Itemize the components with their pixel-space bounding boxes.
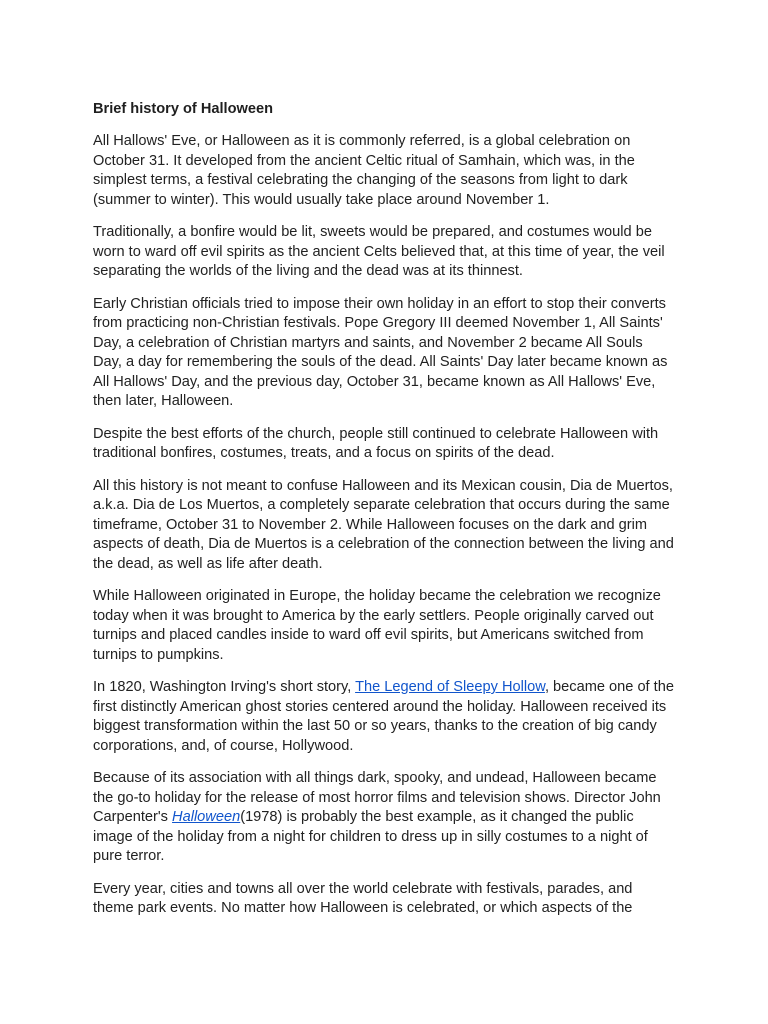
carpenter-text-before: Because of its association with all things dark, spooky, and undead, Halloween became the go-to holiday for the release of most horror films and television shows. Director John Carpenter's xyxy=(93,770,661,825)
carpenter-text-after: (1978) is probably the best example, as it changed the public image of the holiday from a night for children to dress up in silly costumes to a night of pure terror. xyxy=(93,809,648,864)
sleepy-hollow-text-after: , became one of the first distinctly American ghost stories centered around the holiday. Halloween received its biggest transformation within the last 50 or so years, thanks to the creation of big candy corporations, and, of course, Hollywood. xyxy=(93,679,674,754)
paragraph-america: While Halloween originated in Europe, the holiday became the celebration we recognize today when it was brought to America by the early settlers. People originally carved out turnips and placed candles inside to ward off evil spirits, but Americans switched from turnips to pumpkins. xyxy=(93,588,661,663)
document-title: Brief history of Halloween xyxy=(93,101,274,117)
paragraph-dia-de-muertos: All this history is not meant to confuse Halloween and its Mexican cousin, Dia de Muertos, a.k.a. Dia de Los Muertos, a completely separate celebration that occurs during the same timeframe, October 31 to November 2. While Halloween focuses on the dark and grim aspects of death, Dia de Muertos is a celebration of the connection between the living and the dead, as well as life after death. xyxy=(93,477,674,572)
paragraph-carpenter xyxy=(93,769,675,867)
paragraph-celebrations: Every year, cities and towns all over the world celebrate with festivals, parades, and theme park events. No matter how Halloween is celebrated, or which aspects of the xyxy=(93,880,633,916)
paragraph-traditions: Traditionally, a bonfire would be lit, sweets would be prepared, and costumes would be worn to ward off evil spirits as the ancient Celts believed that, at this time of year, the veil separating the worlds of the living and the dead was at its thinnest. xyxy=(93,224,665,279)
paragraph-intro: All Hallows' Eve, or Halloween as it is commonly referred, is a global celebration on October 31. It developed from the ancient Celtic ritual of Samhain, which was, in the simplest terms, a festival celebrating the changing of the seasons from light to dark (summer to winter). This would usually take place around November 1. xyxy=(93,133,635,208)
document-body xyxy=(93,99,675,932)
paragraph-church-efforts: Despite the best efforts of the church, people still continued to celebrate Halloween with traditional bonfires, costumes, treats, and a focus on spirits of the dead. xyxy=(93,425,659,461)
sleepy-hollow-link[interactable]: The Legend of Sleepy Hollow xyxy=(355,679,545,695)
halloween-film-link[interactable]: Halloween xyxy=(172,809,241,825)
paragraph-sleepy-hollow xyxy=(93,678,675,756)
paragraph-christian-officials: Early Christian officials tried to impose their own holiday in an effort to stop their converts from practicing non-Christian festivals. Pope Gregory III deemed November 1, All Saints' Day, a celebration of Christian martyrs and saints, and November 2 became All Souls Day, a day for remembering the souls of the dead. All Saints' Day later became known as All Hallows' Day, and the previous day, October 31, became known as All Hallows' Eve, then later, Halloween. xyxy=(93,295,668,409)
sleepy-hollow-text-before: In 1820, Washington Irving's short story, xyxy=(93,679,356,695)
